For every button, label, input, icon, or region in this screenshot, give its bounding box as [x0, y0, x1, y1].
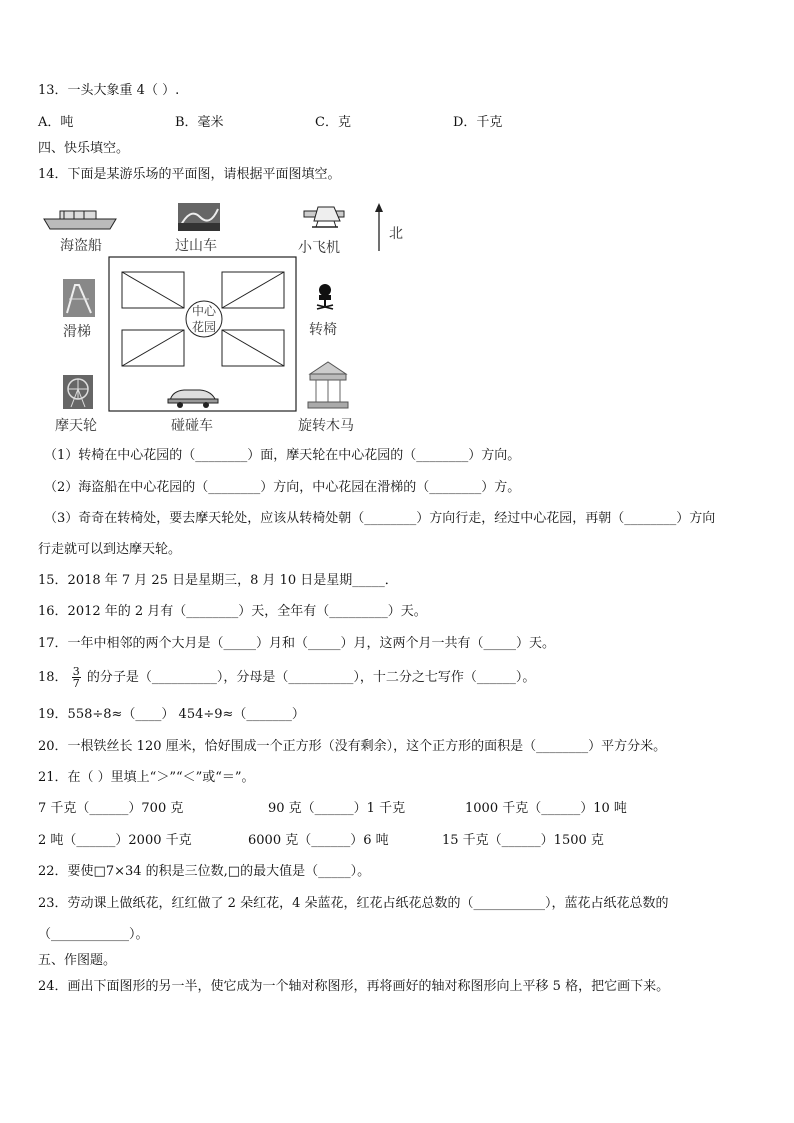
question-19: 19．558÷8≈（____） 454÷9≈（_______） — [38, 707, 305, 722]
ferris-wheel-label: 摩天轮 — [55, 418, 97, 434]
q21-item-3: 1000 千克（______）10 吨 — [465, 801, 627, 816]
roller-coaster-label: 过山车 — [175, 238, 217, 254]
pirate-ship-icon — [40, 205, 120, 231]
q21-item-5: 6000 克（______）6 吨 — [248, 833, 389, 848]
q13-option-a: A．吨 — [38, 115, 74, 130]
q13-option-c: C．克 — [315, 115, 351, 130]
question-14-sub3-line2: 行走就可以到达摩天轮。 — [38, 542, 182, 557]
fraction-denominator: 7 — [72, 677, 80, 690]
question-14-sub2: （2）海盗船在中心花园的（________）方向，中心花园在滑梯的（________）方。 — [44, 480, 521, 495]
section-five-heading: 五、作图题。 — [38, 953, 117, 968]
q13-option-b: B．毫米 — [175, 115, 224, 130]
park-map — [0, 195, 794, 440]
question-14-sub1: （1）转椅在中心花园的（________）面，摩天轮在中心花园的（________）方向。 — [44, 448, 521, 463]
question-17: 17．一年中相邻的两个大月是（_____）月和（_____）月，这两个月一共有（_____）天。 — [38, 636, 556, 651]
lawn-top-left — [122, 272, 184, 308]
slide-icon — [63, 279, 95, 317]
question-15: 15．2018 年 7 月 25 日是星期三，8 月 10 日是星期_____． — [38, 573, 398, 588]
q21-item-1: 7 千克（______）700 克 — [38, 801, 184, 816]
question-21: 21．在（ ）里填上“＞”“＜”或“＝”。 — [38, 770, 255, 785]
north-label: 北 — [389, 226, 403, 242]
lawn-bottom-right — [222, 330, 284, 366]
q21-item-2: 90 克（______）1 千克 — [268, 801, 406, 816]
lawn-bottom-left — [122, 330, 184, 366]
swivel-chair-icon — [313, 283, 337, 311]
small-plane-label: 小飞机 — [298, 240, 340, 256]
question-18 — [38, 666, 535, 689]
roller-coaster-icon — [178, 203, 220, 231]
carousel-icon — [306, 360, 350, 410]
bumper-car-label: 碰碰车 — [171, 418, 213, 434]
swivel-chair-label: 转椅 — [309, 322, 337, 338]
q13-option-d: D．千克 — [453, 115, 503, 130]
pirate-ship-label: 海盗船 — [60, 238, 102, 254]
slide-label: 滑梯 — [63, 324, 91, 340]
north-arrow-icon — [375, 203, 383, 212]
question-20: 20．一根铁丝长 120 厘米，恰好围成一个正方形（没有剩余），这个正方形的面积是（________）平方分米。 — [38, 739, 667, 754]
fraction-numerator: 3 — [72, 665, 80, 678]
ferris-wheel-icon — [63, 375, 93, 409]
question-23-line2: （____________）。 — [38, 927, 149, 942]
q21-item-4: 2 吨（______）2000 千克 — [38, 833, 192, 848]
question-18-number: 18． — [38, 670, 68, 685]
question-22: 22．要使□7×34 的积是三位数,□的最大值是（_____）。 — [38, 864, 371, 879]
lawn-top-right — [222, 272, 284, 308]
question-14: 14．下面是某游乐场的平面图，请根据平面图填空。 — [38, 167, 341, 182]
question-14-sub3-line1: （3）奇奇在转椅处，要去摩天轮处，应该从转椅处朝（________）方向行走，经过中心花园，再朝（________）方向 — [44, 511, 716, 526]
small-plane-icon — [300, 199, 350, 235]
carousel-label: 旋转木马 — [298, 418, 354, 434]
question-16: 16．2012 年的 2 月有（________）天，全年有（_________）天。 — [38, 604, 427, 619]
central-garden-label-2: 花园 — [192, 320, 217, 334]
question-13: 13．一头大象重 4（ ）. — [38, 83, 180, 98]
central-garden-label-1: 中心 — [192, 304, 217, 318]
q21-item-6: 15 千克（______）1500 克 — [442, 833, 604, 848]
question-18-text: 的分子是（__________），分母是（__________），十二分之七写作（______）。 — [86, 670, 536, 685]
question-24: 24．画出下面图形的另一半，使它成为一个轴对称图形，再将画好的轴对称图形向上平移 5 格，把它画下来。 — [38, 979, 670, 994]
bumper-car-icon — [166, 385, 220, 409]
question-23-line1: 23．劳动课上做纸花，红红做了 2 朵红花，4 朵蓝花，红花占纸花总数的（___________），蓝花占纸花总数的 — [38, 896, 669, 911]
section-four-heading: 四、快乐填空。 — [38, 141, 130, 156]
fraction-three-sevenths — [72, 666, 81, 689]
